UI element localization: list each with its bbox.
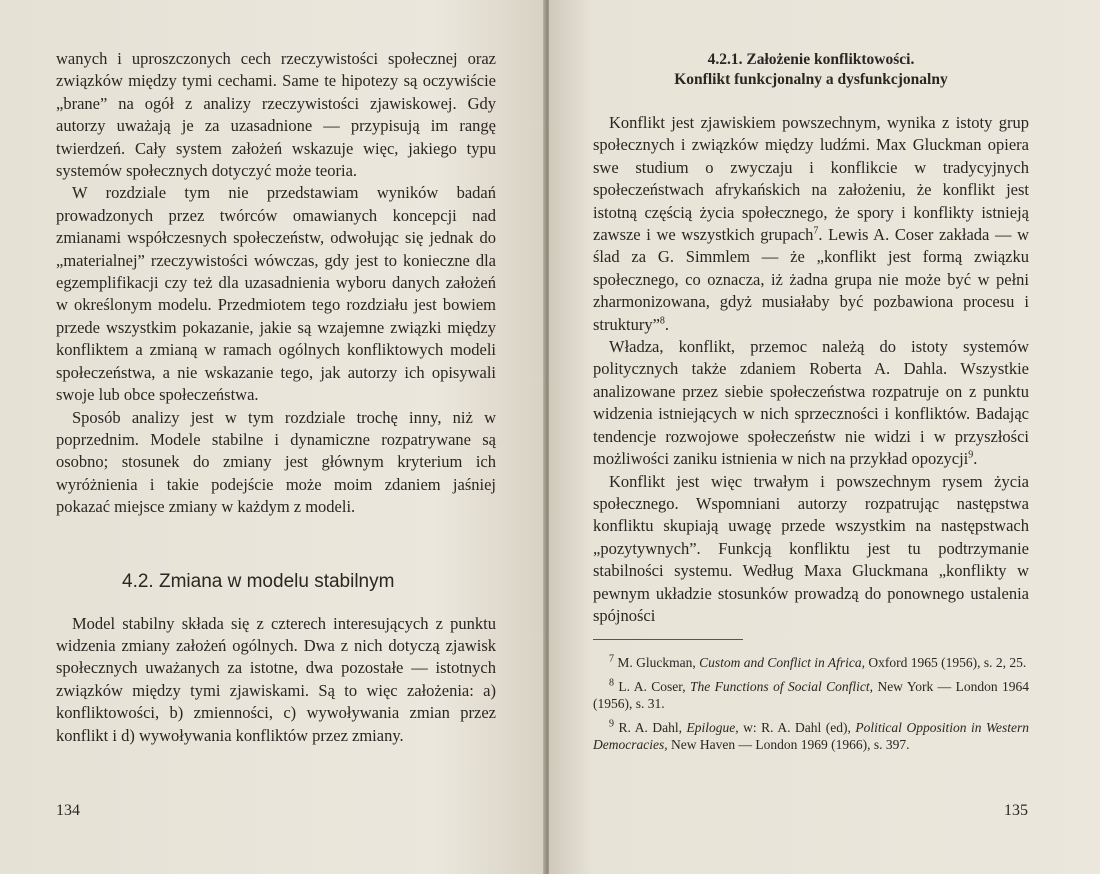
right-paragraph-1: [593, 112, 1029, 336]
footnote-7: [593, 654, 1029, 672]
footnote-ref-7: 7: [813, 225, 819, 237]
footnote-author: L. A. Coser,: [618, 678, 690, 694]
footnote-9: [593, 719, 1029, 754]
right-paragraph-1-text-b: . Lewis A. Coser zakłada — w ślad za G. Simmlem — że „konflikt jest formą związku społecznego, co oznacza, iż żadna grupa nie może być w pełni zharmonizowana, gdyż musiałaby być pozbawiona procesu i struktury”: [593, 225, 1029, 334]
footnote-mark: 7: [609, 653, 614, 665]
footnote-details: New York — London 1964 (1956), s. 31.: [593, 678, 1029, 712]
right-paragraph-1-text-a: Konflikt jest zjawiskiem powszechnym, wynika z istoty grup społecznych i związków między ludźmi. Max Gluckman opiera swe studium o zwyczaju i konflikcie w tradycyjnych społeczeństwach afrykańskich na założeniu, że konflikt jest istotną częścią życia społecznego, że spory i konflikty istnieją zawsze i we wszystkich grupach: [593, 113, 1029, 245]
footnote-ref-8: 8: [659, 315, 665, 327]
right-paragraph-2-text-b: .: [973, 449, 978, 469]
footnote-title: The Functions of Social Conflict,: [690, 678, 874, 694]
footnote-title: Custom and Conflict in Africa,: [699, 655, 866, 671]
footnote-author: M. Gluckman,: [617, 655, 700, 671]
left-paragraph-3: Sposób analizy jest w tym rozdziale trochę inny, niż w poprzednim. Modele stabilne i dynamiczne rozpatrywane są osobno; stosunek do zmiany jest głównym kryterium ich wyróżnienia i takie podejście może moim zdaniem jaśniej pokazać miejsce zmiany w każdym z modeli.: [56, 407, 496, 517]
right-page: [549, 0, 1100, 874]
footnote-details: w: R. A. Dahl (ed),: [738, 719, 856, 735]
right-paragraph-2-text-a: Władza, konflikt, przemoc należą do istoty systemów politycznych także zdaniem Roberta A. Dahla. Wszystkie analizowane przez siebie społeczeństwa rozpatruje on z punktu widzenia istniejących w nich sprzeczności i konfliktów. Badając tendencje rozwojowe społeczeństw nie widzi i w przyszłości możliwości zaniku istnienia w nich na przykład opozycji: [593, 337, 1029, 469]
right-paragraph-2: [593, 336, 1029, 470]
footnote-8: [593, 678, 1029, 713]
left-text-column: [56, 48, 496, 747]
left-paragraph-1: wanych i uproszczonych cech rzeczywistości społecznej oraz związków między tymi cechami. Same te hipotezy są oczywiście „brane” na ogół z analizy rzeczywistości zjawiskowej. Gdy autorzy uważają je za uzasadnione — przypisują im rangę twierdzeń. Cały system założeń wskazuje więc, jakiego typu systemów społecznych dotyczyć może teoria.: [56, 49, 496, 181]
footnote-mark: 9: [609, 718, 614, 730]
footnote-details-2: New Haven — London 1969 (1966), s. 397.: [667, 737, 910, 753]
footnote-title-2: Political Opposition in Western Democracies,: [593, 719, 1030, 753]
left-paragraph-2: W rozdziale tym nie przedstawiam wyników badań prowadzonych przez twórców omawianych koncepcji nad zmianami współczesnych społeczeństw, odwołując się jednak do „materialnej” rzeczywistości wówczas, gdy jest to konieczne dla egzemplifikacji czy też dla uzasadnienia wyboru danych założeń w określonym modelu. Przedmiotem tego rozdziału jest bowiem przede wszystkim pokazanie, jakie są wzajemne związki między konfliktem a zmianą w ramach ogólnych konfliktowych modeli społeczeństwa, a nie wskazanie tego, jak autorzy ich opisywali swoje lub obce społeczeństwa.: [56, 183, 496, 405]
right-paragraph-3: Konflikt jest więc trwałym i powszechnym rysem życia społecznego. Wspomniani autorzy rozpatrując następstwa konfliktu skupiają uwagę przede wszystkim na następstwach „pozytywnych”. Funkcją konfliktu jest tu podtrzymanie stabilności systemu. Według Maxa Gluckmana „konflikty w pewnym układzie stosunków prowadzą do ponownego ustalenia spójności: [593, 471, 1029, 625]
left-paragraph-4: Model stabilny składa się z czterech interesujących z punktu widzenia zmiany założeń ogólnych. Dwa z nich dotyczą zjawisk społecznych uważanych za istotne, dwa pozostałe — istotnych związków między tymi zjawiskami. Są to więc założenia: a) konfliktowości, b) zmienności, c) wywoływania zmian przez konflikt i d) wywoływania konfliktów przez zmiany.: [56, 613, 496, 745]
page-number-right: 135: [1004, 802, 1028, 819]
footnote-divider: [593, 639, 743, 640]
subsection-heading: [593, 50, 1029, 90]
right-paragraph-1-text-c: .: [664, 314, 670, 334]
footnote-details: Oxford 1965 (1956), s. 2, 25.: [865, 655, 1027, 671]
footnote-author: R. A. Dahl,: [618, 719, 687, 735]
subsection-heading-line-1: 4.2.1. Założenie konfliktowości.: [707, 51, 915, 68]
footnote-ref-9: 9: [968, 449, 974, 461]
page-number-left: 134: [56, 802, 80, 819]
section-heading: 4.2. Zmiana w modelu stabilnym: [122, 570, 395, 592]
footnote-mark: 8: [609, 677, 614, 689]
footnote-title: Epilogue,: [686, 719, 739, 735]
left-page: [0, 0, 545, 874]
right-text-column: [593, 48, 1029, 760]
subsection-heading-line-2: Konflikt funkcjonalny a dysfunkcjonalny: [674, 71, 948, 88]
